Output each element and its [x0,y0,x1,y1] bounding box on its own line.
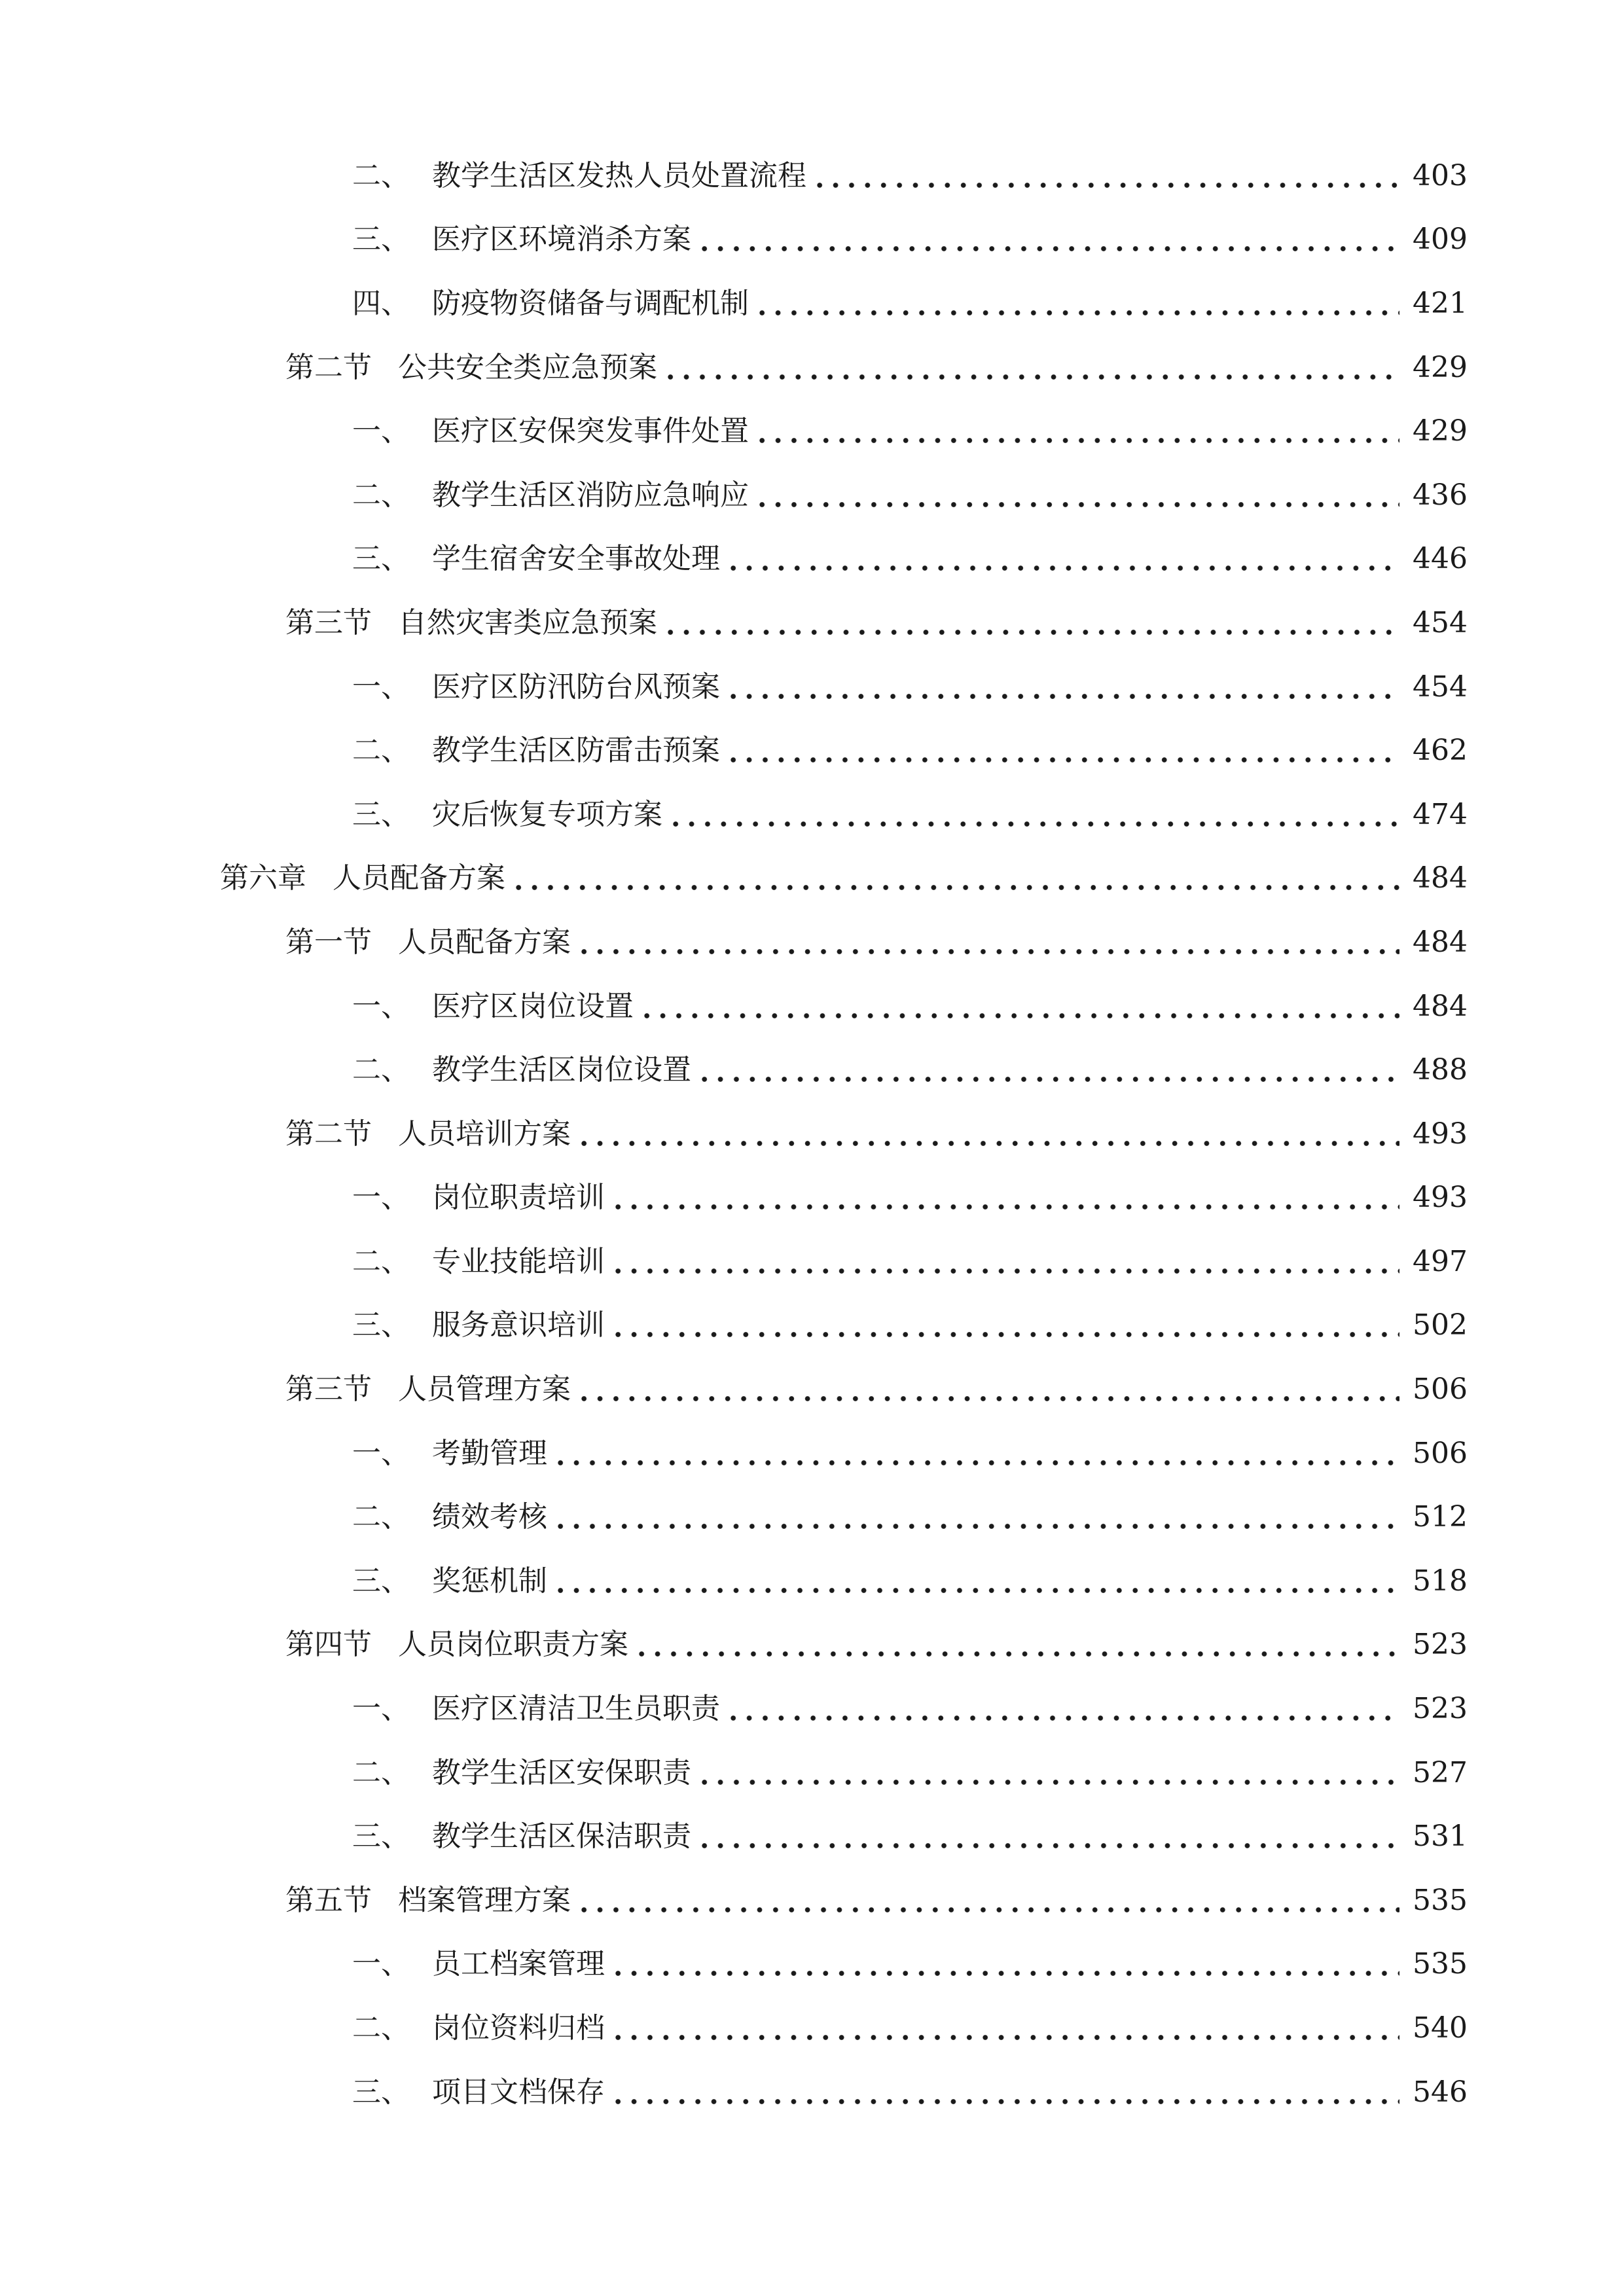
toc-dot-leader [754,289,1399,318]
toc-subsection-entry[interactable] [0,1996,1624,2060]
toc-dot-leader [725,736,1399,765]
toc-entry-title: 档案管理方案 [398,1883,571,1917]
toc-page-number: 474 [1413,797,1468,831]
toc-entry-number: 一、 [352,1947,410,1981]
toc-subsection-entry[interactable] [0,719,1624,783]
toc-page-number: 484 [1413,925,1468,959]
toc-page-number: 523 [1413,1628,1468,1662]
toc-section-entry[interactable] [0,1869,1624,1933]
toc-entry-title: 教学生活区消防应急响应 [432,478,749,512]
toc-dot-leader [634,1630,1399,1659]
toc-entry-number: 第五节 [285,1883,372,1917]
toc-entry-number: 四、 [352,286,410,320]
toc-subsection-entry[interactable] [0,1741,1624,1805]
toc-entry-title: 医疗区安保突发事件处置 [432,414,749,448]
toc-page-number: 409 [1413,223,1468,257]
toc-subsection-entry[interactable] [0,1038,1624,1102]
toc-subsection-entry[interactable] [0,1549,1624,1613]
toc-entry-title: 教学生活区防雷击预案 [432,734,720,768]
toc-dot-leader [725,673,1399,702]
toc-subsection-entry[interactable] [0,144,1624,208]
toc-page-number: 436 [1413,478,1468,512]
toc-entry-number: 第六章 [220,861,306,895]
toc-entry-title: 教学生活区安保职责 [432,1755,691,1789]
toc-entry-number: 一、 [352,1181,410,1215]
toc-dot-leader [754,481,1399,510]
toc-page-number: 488 [1413,1053,1468,1087]
toc-dot-leader [511,864,1399,893]
toc-entry-title: 人员岗位职责方案 [398,1628,628,1662]
toc-subsection-entry[interactable] [0,1422,1624,1486]
toc-entry-number: 第二节 [285,350,372,384]
toc-entry-title: 专业技能培训 [432,1244,605,1278]
toc-page-number: 462 [1413,734,1468,768]
toc-subsection-entry[interactable] [0,1804,1624,1869]
toc-entry-number: 二、 [352,2011,410,2045]
toc-entry-number: 三、 [352,1820,410,1854]
toc-dot-leader [552,1503,1399,1532]
toc-entry-number: 第二节 [285,1117,372,1151]
toc-subsection-entry[interactable] [0,1933,1624,1997]
toc-dot-leader [576,928,1399,957]
toc-page-number: 421 [1413,286,1468,320]
toc-dot-leader [696,1759,1399,1787]
toc-section-entry[interactable] [0,591,1624,655]
toc-subsection-entry[interactable] [0,1677,1624,1741]
toc-entry-number: 三、 [352,1308,410,1342]
toc-dot-leader [576,1120,1399,1149]
toc-page-number: 454 [1413,605,1468,639]
toc-entry-title: 防疫物资储备与调配机制 [432,286,749,320]
toc-subsection-entry[interactable] [0,655,1624,719]
toc-entry-title: 岗位职责培训 [432,1181,605,1215]
toc-page-number: 535 [1413,1883,1468,1917]
toc-subsection-entry[interactable] [0,783,1624,847]
toc-dot-leader [696,1822,1399,1851]
toc-entry-number: 第四节 [285,1628,372,1662]
toc-entry-title: 医疗区清洁卫生员职责 [432,1692,720,1726]
toc-entry-title: 医疗区环境消杀方案 [432,223,691,257]
toc-dot-leader [812,162,1399,190]
toc-dot-leader [610,1311,1399,1340]
toc-section-entry[interactable] [0,1613,1624,1677]
toc-entry-title: 员工档案管理 [432,1947,605,1981]
toc-dot-leader [610,1950,1399,1979]
toc-entry-number: 一、 [352,1436,410,1470]
toc-entry-title: 人员培训方案 [398,1117,571,1151]
toc-dot-leader [668,800,1399,829]
toc-entry-title: 学生宿舍安全事故处理 [432,542,720,576]
toc-page-number: 484 [1413,861,1468,895]
toc-entry-title: 服务意识培训 [432,1308,605,1342]
toc-dot-leader [552,1439,1399,1468]
toc-page-number: 546 [1413,2075,1468,2109]
toc-page-number: 429 [1413,414,1468,448]
toc-entry-number: 二、 [352,478,410,512]
toc-entry-title: 人员配备方案 [333,861,505,895]
toc-subsection-entry[interactable] [0,1485,1624,1549]
toc-entry-number: 一、 [352,989,410,1023]
toc-page-number: 506 [1413,1372,1468,1407]
toc-section-entry[interactable] [0,1357,1624,1422]
toc-entry-number: 二、 [352,1755,410,1789]
toc-page-number: 493 [1413,1117,1468,1151]
toc-subsection-entry[interactable] [0,272,1624,336]
table-of-contents [0,144,1624,2124]
toc-subsection-entry[interactable] [0,2060,1624,2125]
toc-dot-leader [576,1375,1399,1404]
toc-page-number: 531 [1413,1820,1468,1854]
toc-entry-title: 人员配备方案 [398,925,571,959]
toc-entry-title: 项目文档保存 [432,2075,605,2109]
toc-dot-leader [576,1886,1399,1915]
toc-entry-number: 三、 [352,797,410,831]
toc-entry-title: 绩效考核 [432,1500,547,1534]
toc-dot-leader [610,2014,1399,2043]
toc-dot-leader [552,1567,1399,1596]
toc-entry-number: 三、 [352,223,410,257]
toc-page-number: 523 [1413,1692,1468,1726]
toc-entry-title: 公共安全类应急预案 [398,350,657,384]
toc-entry-title: 教学生活区保洁职责 [432,1820,691,1854]
toc-dot-leader [696,1056,1399,1085]
toc-page-number: 484 [1413,989,1468,1023]
toc-page-number: 429 [1413,350,1468,384]
toc-page-number: 446 [1413,542,1468,576]
toc-subsection-entry[interactable] [0,1294,1624,1358]
toc-dot-leader [725,545,1399,573]
toc-entry-number: 二、 [352,158,410,192]
toc-chapter-entry[interactable] [0,847,1624,911]
toc-entry-number: 三、 [352,2075,410,2109]
toc-dot-leader [754,417,1399,446]
toc-subsection-entry[interactable] [0,528,1624,592]
toc-subsection-entry[interactable] [0,399,1624,463]
toc-dot-leader [725,1695,1399,1723]
toc-page-number: 527 [1413,1755,1468,1789]
toc-entry-number: 二、 [352,1500,410,1534]
toc-dot-leader [610,1183,1399,1212]
toc-entry-number: 第三节 [285,605,372,639]
toc-entry-number: 二、 [352,734,410,768]
toc-entry-title: 教学生活区岗位设置 [432,1053,691,1087]
toc-dot-leader [610,1247,1399,1276]
toc-entry-number: 第一节 [285,925,372,959]
toc-dot-leader [610,2078,1399,2107]
toc-page-number: 497 [1413,1244,1468,1278]
toc-entry-title: 奖惩机制 [432,1564,547,1598]
toc-entry-title: 自然灾害类应急预案 [398,605,657,639]
toc-dot-leader [662,353,1399,382]
toc-dot-leader [662,609,1399,637]
toc-entry-title: 岗位资料归档 [432,2011,605,2045]
toc-subsection-entry[interactable] [0,208,1624,272]
toc-page-number: 454 [1413,670,1468,704]
toc-dot-leader [639,992,1399,1021]
toc-page-number: 493 [1413,1181,1468,1215]
toc-entry-title: 教学生活区发热人员处置流程 [432,158,806,192]
toc-page-number: 403 [1413,158,1468,192]
toc-dot-leader [696,225,1399,254]
toc-page-number: 518 [1413,1564,1468,1598]
toc-section-entry[interactable] [0,336,1624,400]
toc-entry-title: 考勤管理 [432,1436,547,1470]
toc-section-entry[interactable] [0,1102,1624,1166]
toc-entry-title: 灾后恢复专项方案 [432,797,662,831]
toc-entry-number: 三、 [352,542,410,576]
toc-page-number: 512 [1413,1500,1468,1534]
toc-subsection-entry[interactable] [0,975,1624,1039]
toc-subsection-entry[interactable] [0,463,1624,528]
toc-entry-title: 医疗区岗位设置 [432,989,634,1023]
toc-entry-number: 二、 [352,1244,410,1278]
toc-section-entry[interactable] [0,910,1624,975]
toc-entry-number: 一、 [352,1692,410,1726]
toc-entry-number: 一、 [352,670,410,704]
toc-entry-title: 医疗区防汛防台风预案 [432,670,720,704]
toc-page-number: 502 [1413,1308,1468,1342]
toc-subsection-entry[interactable] [0,1166,1624,1230]
toc-page-number: 535 [1413,1947,1468,1981]
toc-entry-number: 二、 [352,1053,410,1087]
toc-entry-number: 一、 [352,414,410,448]
toc-entry-number: 三、 [352,1564,410,1598]
toc-entry-number: 第三节 [285,1372,372,1407]
toc-entry-title: 人员管理方案 [398,1372,571,1407]
toc-subsection-entry[interactable] [0,1230,1624,1294]
toc-page-number: 506 [1413,1436,1468,1470]
toc-page-number: 540 [1413,2011,1468,2045]
